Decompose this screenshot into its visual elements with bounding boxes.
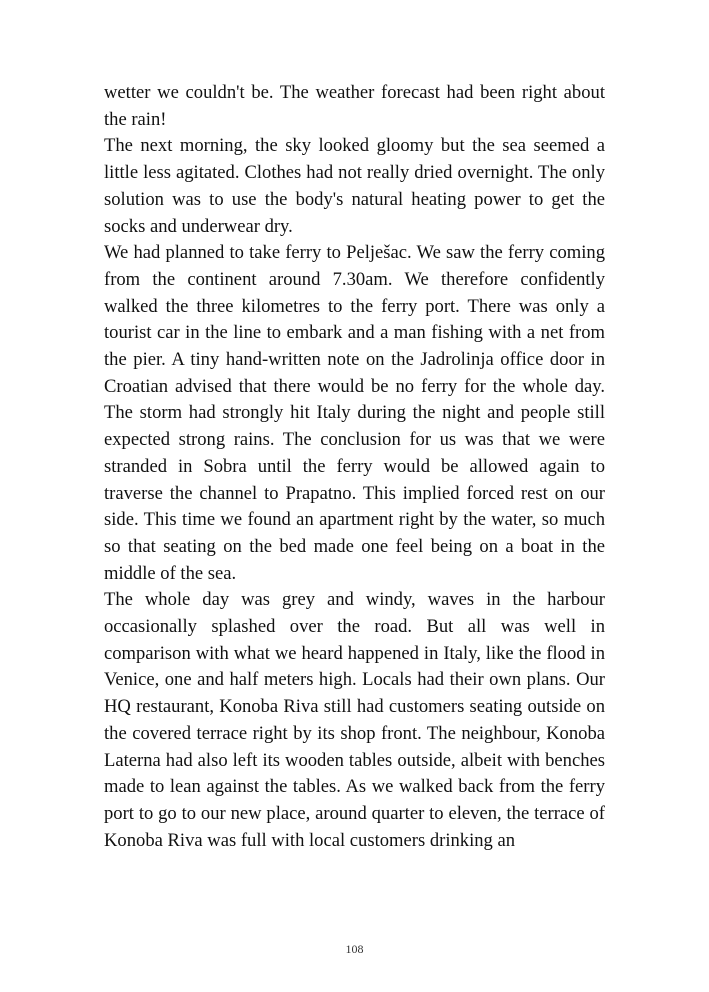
page-number: 108 bbox=[345, 942, 364, 956]
body-text bbox=[104, 80, 605, 854]
paragraph-4: The whole day was grey and windy, waves in the harbour occasionally splashed over the road. But all was well in comparison with what we heard happened in Italy, like the flood in Venice, one and half meters high. Locals had their own plans. Our HQ restaurant, Konoba Riva still had customers seating outside on the covered terrace right by its shop front. The neighbour, Konoba Laterna had also left its wooden tables outside, albeit with benches made to lean against the tables. As we walked back from the ferry port to go to our new place, around quarter to eleven, the terrace of Konoba Riva was full with local customers drinking an bbox=[104, 589, 605, 851]
paragraph-2: The next morning, the sky looked gloomy but the sea seemed a little less agitated. Clothes had not really dried overnight. The only solution was to use the body's natural heating power to get the socks and underwear dry. bbox=[104, 135, 605, 237]
paragraph-3: We had planned to take ferry to Pelješac. We saw the ferry coming from the continent around 7.30am. We therefore confidently walked the three kilometres to the ferry port. There was only a tourist car in the line to embark and a man fishing with a net from the pier. A tiny hand-written note on the Jadrolinja office door in Croatian advised that there would be no ferry for the whole day. The storm had strongly hit Italy during the night and people still expected strong rains. The conclusion for us was that we were stranded in Sobra until the ferry would be allowed again to traverse the channel to Prapatno. This implied forced rest on our side. This time we found an apartment right by the water, so much so that seating on the bed made one feel being on a boat in the middle of the sea. bbox=[104, 242, 605, 584]
paragraph-1: wetter we couldn't be. The weather forecast had been right about the rain! bbox=[104, 82, 605, 130]
